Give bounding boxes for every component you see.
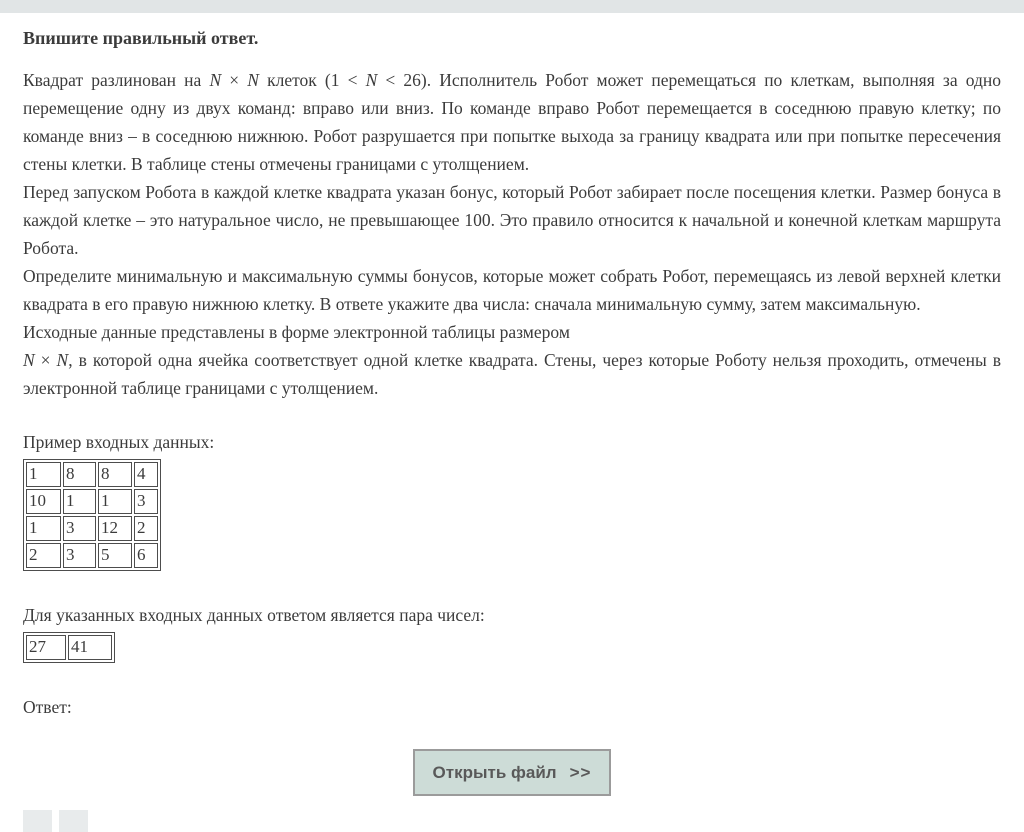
grid-cell: 1 <box>98 489 132 514</box>
variable-n: N <box>209 70 222 90</box>
task-text-run: < 26). Исполнитель Робот может перемещаться по клеткам, выполняя за одно перемещение одну из двух команд: вправо или вниз. По команде вправо Робот перемещается в соседнюю правую клетку; по команде вниз – в соседнюю нижнюю. Робот разрушается при попытке выхода за границу квадрата или при попытке пересечения стены клетки. В таблице стены отмечены границами с утолщением. <box>23 70 1001 174</box>
nav-square-1[interactable] <box>23 810 52 832</box>
grid-cell: 3 <box>63 543 96 568</box>
answer-pair-table <box>23 632 115 663</box>
grid-cell: 1 <box>26 516 61 541</box>
task-text-run: × <box>221 70 248 90</box>
task-text-run: Квадрат разлинован на <box>23 70 210 90</box>
table-row <box>26 516 158 541</box>
example-input-table <box>23 459 161 571</box>
task-text-run: × <box>34 350 57 370</box>
grid-cell: 8 <box>98 462 132 487</box>
open-file-label: Открыть файл <box>432 762 557 782</box>
grid-cell: 6 <box>134 543 158 568</box>
grid-cell: 8 <box>63 462 96 487</box>
button-row <box>23 749 1001 796</box>
task-paragraph-1 <box>23 66 1001 178</box>
grid-cell: 5 <box>98 543 132 568</box>
table-row <box>26 489 158 514</box>
table-row <box>26 635 112 660</box>
variable-n: N <box>23 350 35 370</box>
answer-pair-caption: Для указанных входных данных ответом является пара чисел: <box>23 605 485 625</box>
example-caption: Пример входных данных: <box>23 432 215 452</box>
grid-cell: 2 <box>26 543 61 568</box>
grid-cell: 3 <box>63 516 96 541</box>
grid-cell: 4 <box>134 462 158 487</box>
task-text <box>23 66 1001 402</box>
grid-cell: 1 <box>63 489 96 514</box>
open-file-button[interactable] <box>413 749 611 796</box>
grid-cell: 12 <box>98 516 132 541</box>
variable-n: N <box>56 350 69 370</box>
top-bar <box>0 0 1024 13</box>
grid-cell: 3 <box>134 489 158 514</box>
variable-n: N <box>365 70 378 90</box>
task-paragraph-3: Определите минимальную и максимальную суммы бонусов, которые может собрать Робот, перемещаясь из левой верхней клетки квадрата в его правую нижнюю клетку. В ответе укажите два числа: сначала минимальную сумму, затем максимальную. <box>23 266 1001 314</box>
task-paragraph-4a: Исходные данные представлены в форме электронной таблицы размером <box>23 322 570 342</box>
answer-label: Ответ: <box>23 697 72 717</box>
question-page <box>0 28 1024 832</box>
grid-cell: 2 <box>134 516 158 541</box>
chevron-right-icon: >> <box>569 762 592 782</box>
task-text-run: , в которой одна ячейка соответствует одной клетке квадрата. Стены, через которые Роботу нельзя проходить, отмечены в электронной таблице границами с утолщением. <box>23 350 1001 398</box>
grid-cell: 1 <box>26 462 61 487</box>
variable-n: N <box>247 70 259 90</box>
answer-pair-max: 41 <box>68 635 112 660</box>
nav-squares <box>23 810 1001 832</box>
table-row <box>26 543 158 568</box>
answer-pair-min: 27 <box>26 635 66 660</box>
page-title: Впишите правильный ответ. <box>23 28 259 48</box>
table-row <box>26 462 158 487</box>
task-paragraph-4b <box>23 346 1001 402</box>
nav-square-2[interactable] <box>59 810 88 832</box>
task-paragraph-2: Перед запуском Робота в каждой клетке квадрата указан бонус, который Робот забирает после посещения клетки. Размер бонуса в каждой клетке – это натуральное число, не превышающее 100. Это правило относится к начальной и конечной клеткам маршрута Робота. <box>23 182 1001 258</box>
task-text-run: клеток (1 < <box>258 70 366 90</box>
grid-cell: 10 <box>26 489 61 514</box>
